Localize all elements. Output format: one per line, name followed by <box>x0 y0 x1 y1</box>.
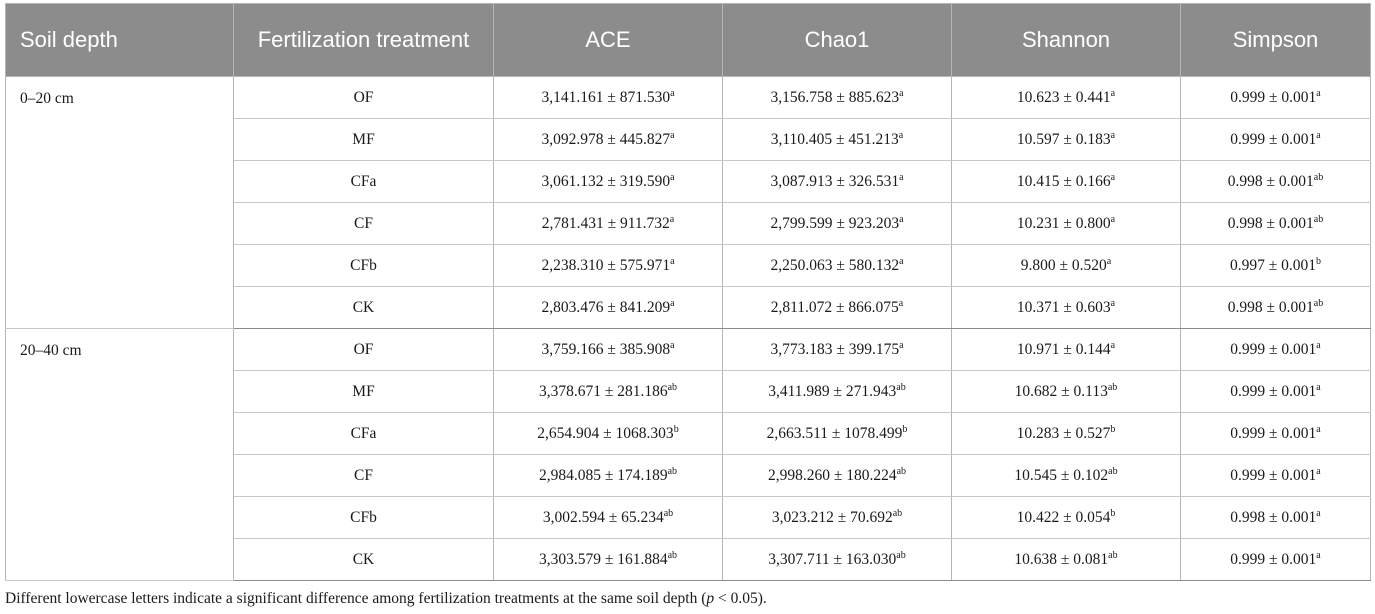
header-simpson: Simpson <box>1181 4 1371 77</box>
ace-cell <box>494 329 723 371</box>
header-shannon: Shannon <box>952 4 1181 77</box>
chao1-value: 3,307.711 ± 163.030 <box>768 550 897 568</box>
ace-value: 3,092.978 ± 445.827 <box>541 130 671 148</box>
treatment-cell: CK <box>234 539 494 581</box>
shannon-significance-letter: ab <box>1108 549 1118 561</box>
chao1-cell <box>723 161 952 203</box>
ace-cell <box>494 119 723 161</box>
chao1-significance-letter: ab <box>896 465 907 477</box>
footnote-text: Different lowercase letters indicate a significant difference among fertilization treatments at the same soil depth ( <box>5 590 707 607</box>
ace-significance-letter: a <box>670 297 675 309</box>
simpson-significance-letter: a <box>1316 423 1321 435</box>
simpson-cell <box>1181 497 1371 539</box>
chao1-cell <box>723 497 952 539</box>
chao1-value: 3,110.405 ± 451.213 <box>770 130 899 148</box>
ace-significance-letter: a <box>670 339 675 351</box>
simpson-cell <box>1181 413 1371 455</box>
simpson-value: 0.998 ± 0.001 <box>1230 508 1317 526</box>
chao1-cell <box>723 119 952 161</box>
soil-depth-cell: 20–40 cm <box>6 329 234 581</box>
ace-cell <box>494 287 723 329</box>
shannon-significance-letter: a <box>1110 339 1116 351</box>
shannon-value: 10.283 ± 0.527 <box>1016 424 1111 442</box>
shannon-value: 10.545 ± 0.102 <box>1014 466 1109 484</box>
treatment-cell: OF <box>234 329 494 371</box>
treatment-cell: MF <box>234 371 494 413</box>
chao1-cell <box>723 455 952 497</box>
shannon-cell <box>952 161 1181 203</box>
chao1-value: 2,998.260 ± 180.224 <box>767 466 897 484</box>
ace-cell <box>494 413 723 455</box>
shannon-significance-letter: a <box>1110 87 1116 99</box>
shannon-significance-letter: b <box>1110 507 1116 519</box>
treatment-cell: CFa <box>234 161 494 203</box>
simpson-value: 0.997 ± 0.001 <box>1229 256 1316 274</box>
shannon-cell <box>952 329 1181 371</box>
simpson-significance-letter: a <box>1316 507 1321 519</box>
simpson-significance-letter: ab <box>1313 171 1324 183</box>
shannon-significance-letter: a <box>1110 297 1116 309</box>
simpson-cell <box>1181 245 1371 287</box>
shannon-cell <box>952 203 1181 245</box>
ace-value: 2,984.085 ± 174.189 <box>538 466 668 484</box>
chao1-cell <box>723 77 952 119</box>
shannon-cell <box>952 371 1181 413</box>
shannon-significance-letter: a <box>1110 213 1116 225</box>
simpson-value: 0.998 ± 0.001 <box>1227 172 1314 190</box>
simpson-significance-letter: b <box>1316 255 1321 267</box>
chao1-cell <box>723 329 952 371</box>
treatment-cell: CFb <box>234 497 494 539</box>
simpson-cell <box>1181 203 1371 245</box>
simpson-value: 0.999 ± 0.001 <box>1230 466 1317 484</box>
ace-cell <box>494 77 723 119</box>
simpson-value: 0.999 ± 0.001 <box>1230 382 1317 400</box>
simpson-value: 0.999 ± 0.001 <box>1230 424 1317 442</box>
simpson-cell <box>1181 371 1371 413</box>
shannon-value: 10.638 ± 0.081 <box>1014 550 1109 568</box>
shannon-value: 10.682 ± 0.113 <box>1014 382 1108 400</box>
shannon-cell <box>952 245 1181 287</box>
ace-significance-letter: a <box>670 129 675 141</box>
chao1-cell <box>723 245 952 287</box>
ace-significance-letter: ab <box>667 381 678 393</box>
shannon-value: 10.231 ± 0.800 <box>1016 214 1111 232</box>
simpson-cell <box>1181 77 1371 119</box>
chao1-cell <box>723 539 952 581</box>
chao1-significance-letter: ab <box>892 507 903 519</box>
shannon-value: 10.371 ± 0.603 <box>1016 298 1111 316</box>
simpson-value: 0.999 ± 0.001 <box>1230 550 1317 568</box>
simpson-value: 0.999 ± 0.001 <box>1230 340 1317 358</box>
ace-cell <box>494 539 723 581</box>
footnote-p-symbol: p <box>706 590 715 607</box>
treatment-cell: CFb <box>234 245 494 287</box>
chao1-significance-letter: a <box>899 171 904 183</box>
ace-cell <box>494 371 723 413</box>
shannon-value: 10.971 ± 0.144 <box>1016 340 1111 358</box>
ace-significance-letter: a <box>670 171 675 183</box>
ace-significance-letter: ab <box>663 507 674 519</box>
chao1-cell <box>723 203 952 245</box>
simpson-value: 0.998 ± 0.001 <box>1227 214 1314 232</box>
ace-cell <box>494 497 723 539</box>
shannon-cell <box>952 539 1181 581</box>
table-footnote <box>5 590 767 608</box>
simpson-significance-letter: a <box>1316 129 1321 141</box>
simpson-significance-letter: a <box>1316 339 1321 351</box>
chao1-value: 2,250.063 ± 580.132 <box>770 256 900 274</box>
ace-significance-letter: ab <box>667 465 678 477</box>
shannon-value: 10.623 ± 0.441 <box>1016 88 1111 106</box>
ace-significance-letter: ab <box>667 549 678 561</box>
simpson-cell <box>1181 287 1371 329</box>
ace-value: 2,781.431 ± 911.732 <box>541 214 670 232</box>
simpson-significance-letter: a <box>1316 549 1321 561</box>
simpson-value: 0.998 ± 0.001 <box>1227 298 1314 316</box>
chao1-value: 3,087.913 ± 326.531 <box>770 172 900 190</box>
table-row <box>6 329 1371 371</box>
simpson-significance-letter: ab <box>1313 297 1324 309</box>
shannon-cell <box>952 77 1181 119</box>
chao1-value: 3,411.989 ± 271.943 <box>768 382 897 400</box>
shannon-cell <box>952 119 1181 161</box>
header-soil-depth: Soil depth <box>6 4 234 77</box>
simpson-cell <box>1181 455 1371 497</box>
chao1-significance-letter: ab <box>896 549 906 561</box>
chao1-value: 3,156.758 ± 885.623 <box>770 88 900 106</box>
chao1-significance-letter: b <box>902 423 908 435</box>
treatment-cell: CFa <box>234 413 494 455</box>
chao1-value: 3,023.212 ± 70.692 <box>771 508 893 526</box>
header-ace: ACE <box>494 4 723 77</box>
simpson-value: 0.999 ± 0.001 <box>1230 130 1317 148</box>
ace-value: 3,061.132 ± 319.590 <box>541 172 671 190</box>
ace-significance-letter: a <box>669 213 675 225</box>
shannon-significance-letter: ab <box>1108 465 1118 477</box>
header-chao1: Chao1 <box>723 4 952 77</box>
chao1-cell <box>723 287 952 329</box>
chao1-significance-letter: a <box>899 255 904 267</box>
ace-significance-letter: b <box>673 423 679 435</box>
treatment-cell: OF <box>234 77 494 119</box>
ace-value: 3,759.166 ± 385.908 <box>541 340 671 358</box>
chao1-significance-letter: a <box>898 297 904 309</box>
ace-cell <box>494 203 723 245</box>
shannon-cell <box>952 413 1181 455</box>
shannon-cell <box>952 497 1181 539</box>
ace-value: 3,141.161 ± 871.530 <box>541 88 671 106</box>
shannon-value: 10.415 ± 0.166 <box>1016 172 1111 190</box>
simpson-significance-letter: a <box>1316 381 1321 393</box>
ace-cell <box>494 455 723 497</box>
shannon-value: 10.422 ± 0.054 <box>1016 508 1111 526</box>
simpson-cell <box>1181 119 1371 161</box>
ace-value: 3,303.579 ± 161.884 <box>538 550 668 568</box>
ace-value: 2,238.310 ± 575.971 <box>541 256 671 274</box>
chao1-value: 2,811.072 ± 866.075 <box>770 298 899 316</box>
simpson-significance-letter: a <box>1316 465 1321 477</box>
shannon-cell <box>952 287 1181 329</box>
chao1-value: 2,663.511 ± 1078.499 <box>766 424 903 442</box>
table-row <box>6 77 1371 119</box>
table-body <box>6 77 1371 581</box>
ace-value: 2,803.476 ± 841.209 <box>541 298 671 316</box>
chao1-cell <box>723 371 952 413</box>
shannon-value: 9.800 ± 0.520 <box>1020 256 1107 274</box>
header-row <box>6 4 1371 77</box>
ace-cell <box>494 245 723 287</box>
simpson-value: 0.999 ± 0.001 <box>1230 88 1317 106</box>
treatment-cell: CF <box>234 203 494 245</box>
simpson-cell <box>1181 161 1371 203</box>
chao1-significance-letter: a <box>899 213 904 225</box>
ace-value: 2,654.904 ± 1068.303 <box>537 424 674 442</box>
simpson-significance-letter: a <box>1316 87 1321 99</box>
chao1-significance-letter: ab <box>896 381 906 393</box>
shannon-significance-letter: a <box>1110 129 1116 141</box>
shannon-significance-letter: ab <box>1107 381 1118 393</box>
shannon-significance-letter: a <box>1106 255 1112 267</box>
chao1-cell <box>723 413 952 455</box>
chao1-value: 3,773.183 ± 399.175 <box>770 340 900 358</box>
soil-depth-cell: 0–20 cm <box>6 77 234 329</box>
ace-value: 3,002.594 ± 65.234 <box>542 508 664 526</box>
simpson-significance-letter: ab <box>1313 213 1324 225</box>
footnote-tail: < 0.05). <box>714 590 767 607</box>
ace-significance-letter: a <box>670 255 675 267</box>
header-fertilization-treatment: Fertilization treatment <box>234 4 494 77</box>
ace-cell <box>494 161 723 203</box>
treatment-cell: CK <box>234 287 494 329</box>
ace-value: 3,378.671 ± 281.186 <box>538 382 668 400</box>
shannon-significance-letter: b <box>1110 423 1116 435</box>
chao1-significance-letter: a <box>899 87 904 99</box>
shannon-value: 10.597 ± 0.183 <box>1016 130 1111 148</box>
treatment-cell: CF <box>234 455 494 497</box>
shannon-cell <box>952 455 1181 497</box>
table-container <box>5 3 1370 581</box>
simpson-cell <box>1181 329 1371 371</box>
shannon-significance-letter: a <box>1110 171 1116 183</box>
alpha-diversity-table <box>5 3 1371 581</box>
chao1-significance-letter: a <box>898 129 904 141</box>
simpson-cell <box>1181 539 1371 581</box>
chao1-significance-letter: a <box>899 339 904 351</box>
treatment-cell: MF <box>234 119 494 161</box>
ace-significance-letter: a <box>670 87 675 99</box>
chao1-value: 2,799.599 ± 923.203 <box>770 214 900 232</box>
